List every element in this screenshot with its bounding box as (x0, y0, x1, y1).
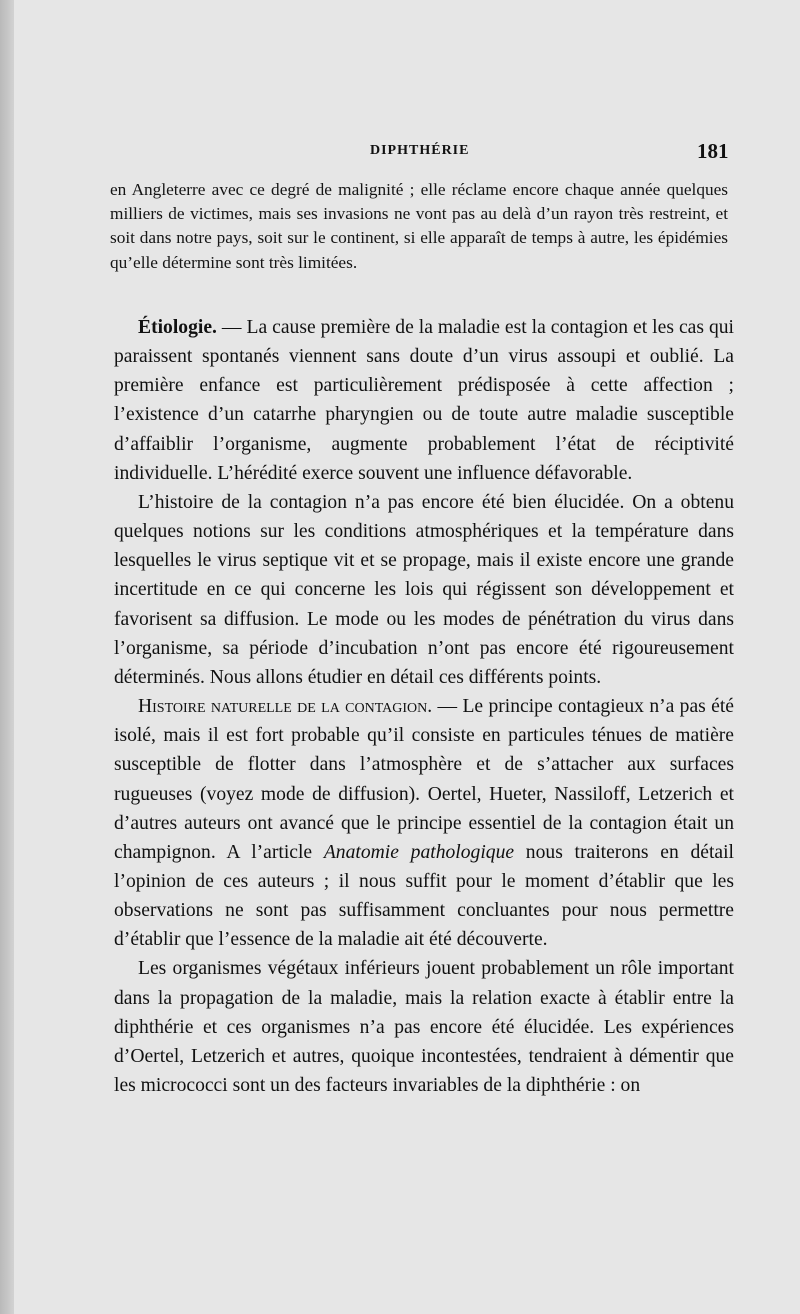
main-text (114, 313, 734, 1100)
contagion-paragraph: L’histoire de la contagion n’a pas encore été bien élucidée. On a obtenu quelques notions sur les conditions atmosphériques et la température dans lesquelles le virus septique vit et se propage, mais il existe encore une grande incertitude en ce qui concerne les lois qui régissent son développement et favorisent sa diffusion. Le mode ou les modes de pénétration du virus dans l’organisme, sa période d’incubation n’ont pas encore été rigoureusement déterminés. Nous allons étudier en détail ces différents points. (114, 491, 734, 688)
page-gutter-shadow (0, 0, 14, 1314)
page-number: 181 (697, 139, 729, 163)
etiologie-text: — La cause première de la maladie est la contagion et les cas qui paraissent spontanés viennent sans doute d’un virus assoupi et oublié. La première enfance est particulièrement prédisposée à cette affection ; l’existence d’un catarrhe pharyngien ou de toute autre maladie susceptible d’affaiblir l’organisme, augmente probablement l’état de réciptivité individuelle. L’hérédité exerce souvent une influence défavorable. (114, 317, 734, 484)
histoire-italic-reference: Anatomie pathologique (323, 841, 515, 863)
running-title: DIPHTHÉRIE (370, 143, 470, 158)
intro-block (110, 178, 728, 275)
etiologie-heading: Étiologie. (138, 317, 217, 338)
histoire-paragraph (114, 692, 734, 954)
organismes-paragraph: Les organismes végétaux inférieurs jouent probablement un rôle important dans la propagation de la maladie, mais la relation exacte à établir entre la diphthérie et ces organismes n’a pas encore été élucidée. Les expériences d’Oertel, Letzerich et autres, quoique incontestées, tendraient à démentir que les micrococci sont un des facteurs invariables de la diphthérie : on (114, 958, 734, 1097)
histoire-text-1: — Le principe contagieux n’a pas été isolé, mais il est fort probable qu’il consiste en particules ténues de matière susceptible de flotter dans l’atmosphère et de s’attacher aux surfaces rugueuses (voyez mode de diffusion). Oertel, Hueter, Nassiloff, Letzerich et d’autres auteurs ont avancé que le principe essentiel de la contagion était un champignon. A l’article (114, 696, 734, 863)
histoire-text-2: nous traiterons en détail l’opinion de ces auteurs ; il nous suffit pour le moment d’établir que les observations ne sont pas suffisamment concluantes pour nous permettre d’établir que l’essence de la maladie ait été découverte. (114, 841, 735, 951)
histoire-heading: Histoire naturelle de la contagion. (138, 696, 433, 718)
page-header (0, 139, 800, 165)
intro-paragraph: en Angleterre avec ce degré de malignité ; elle réclame encore chaque année quelques milliers de victimes, mais ses invasions ne vont pas au delà d’un rayon très restreint, et soit dans notre pays, soit sur le continent, si elle apparaît de temps à autre, les épidémies qu’elle détermine sont très limitées. (110, 180, 728, 272)
etiologie-paragraph (114, 313, 734, 488)
